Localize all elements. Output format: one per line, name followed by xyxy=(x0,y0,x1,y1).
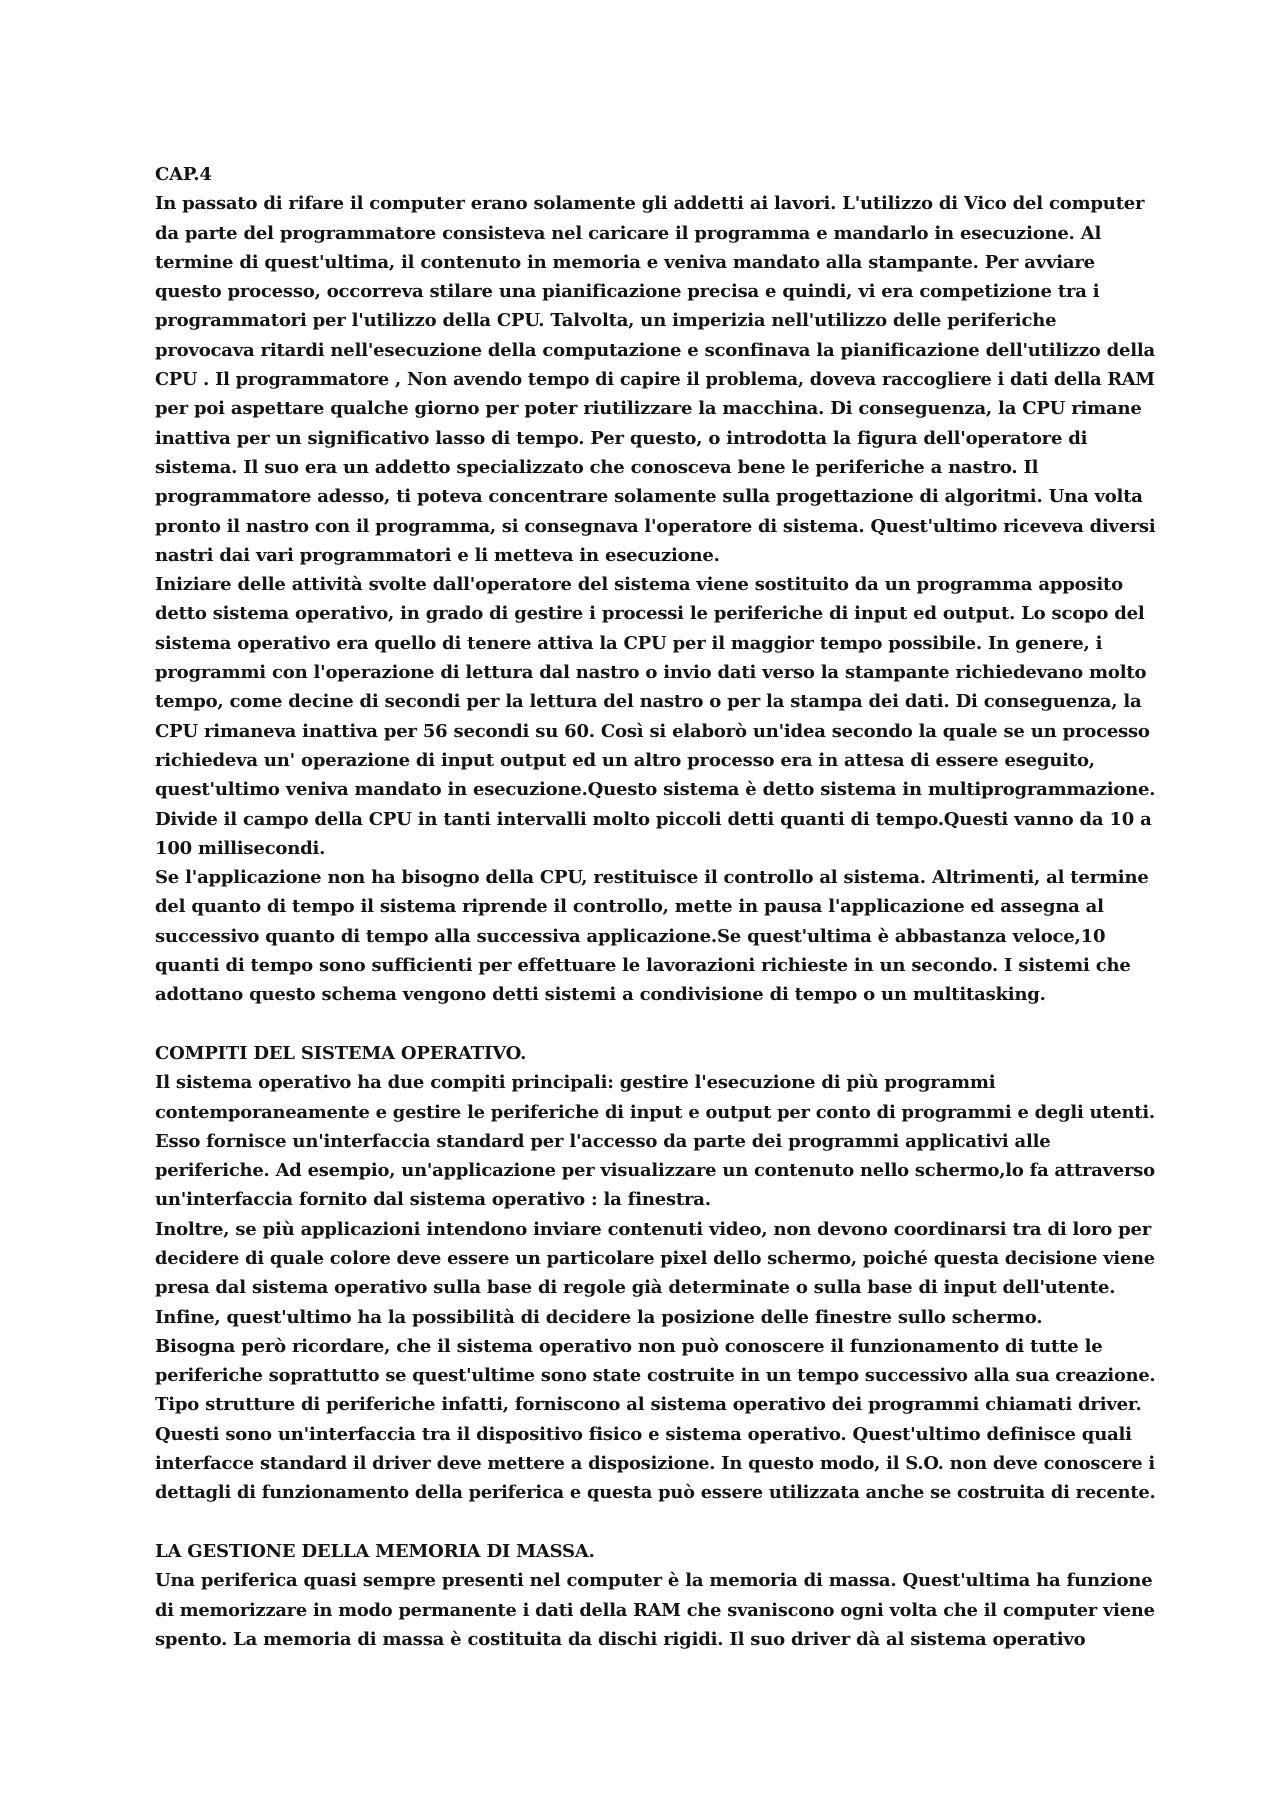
section-cap4 xyxy=(155,160,1155,1010)
paragraph-line: tempo, come decine di secondi per la lettura del nastro o per la stampa dei dati. Di conseguenza, la xyxy=(155,691,1142,713)
section-heading: LA GESTIONE DELLA MEMORIA DI MASSA. xyxy=(155,1540,595,1562)
paragraph-line: Inoltre, se più applicazioni intendono inviare contenuti video, non devono coordinarsi tra di loro per xyxy=(155,1218,1152,1240)
paragraph-line: presa dal sistema operativo sulla base di regole già determinate o sulla base di input dell'utente. xyxy=(155,1277,1116,1299)
paragraph-line: nastri dai vari programmatori e li metteva in esecuzione. xyxy=(155,544,720,566)
paragraph-line: Bisogna però ricordare, che il sistema operativo non può conoscere il funzionamento di tutte le xyxy=(155,1335,1103,1357)
section-heading: CAP.4 xyxy=(155,164,212,185)
paragraph-line: del quanto di tempo il sistema riprende il controllo, mette in pausa l'applicazione ed assegna al xyxy=(155,896,1104,918)
paragraph-line: In passato di rifare il computer erano solamente gli addetti ai lavori. L'utilizzo di Vico del computer xyxy=(155,193,1145,215)
paragraph-line: da parte del programmatore consisteva nel caricare il programma e mandarlo in esecuzione. Al xyxy=(155,222,1102,244)
paragraph-line: quanti di tempo sono sufficienti per effettuare le lavorazioni richieste in un secondo. I sistemi che xyxy=(155,955,1131,977)
paragraph-line: Se l'applicazione non ha bisogno della CPU, restituisce il controllo al sistema. Altrimenti, al termine xyxy=(155,867,1149,889)
paragraph-line: Una periferica quasi sempre presenti nel computer è la memoria di massa. Quest'ultima ha funzione xyxy=(155,1570,1153,1592)
paragraph-line: programmi con l'operazione di lettura dal nastro o invio dati verso la stampante richiedevano molto xyxy=(155,662,1147,684)
paragraph-line: spento. La memoria di massa è costituita da dischi rigidi. Il suo driver dà al sistema operativo xyxy=(155,1628,1086,1650)
document-page xyxy=(155,160,1155,1654)
paragraph-line: Divide il campo della CPU in tanti intervalli molto piccoli detti quanti di tempo.Questi vanno da 10 a xyxy=(155,808,1152,830)
paragraph-line: per poi aspettare qualche giorno per poter riutilizzare la macchina. Di conseguenza, la CPU rimane xyxy=(155,398,1142,420)
paragraph-line: Tipo strutture di periferiche infatti, forniscono al sistema operativo dei programmi chiamati driver. xyxy=(155,1394,1142,1416)
section-memoria-di-massa xyxy=(155,1537,1155,1654)
paragraph-line: di memorizzare in modo permanente i dati della RAM che svaniscono ogni volta che il computer viene xyxy=(155,1599,1155,1621)
paragraph-line: questo processo, occorreva stilare una pianificazione precisa e quindi, vi era competizione tra i xyxy=(155,281,1100,303)
section-compiti xyxy=(155,1039,1155,1508)
section-heading: COMPITI DEL SISTEMA OPERATIVO. xyxy=(155,1042,527,1064)
paragraph-line: provocava ritardi nell'esecuzione della computazione e sconfinava la pianificazione dell'utilizzo della xyxy=(155,339,1155,361)
paragraph-line: Esso fornisce un'interfaccia standard per l'accesso da parte dei programmi applicativi alle xyxy=(155,1130,1051,1152)
paragraph-line: richiedeva un' operazione di input output ed un altro processo era in attesa di essere eseguito, xyxy=(155,749,1095,771)
paragraph-line: quest'ultimo veniva mandato in esecuzione.Questo sistema è detto sistema in multiprogrammazione. xyxy=(155,779,1156,801)
paragraph-line: un'interfaccia fornito dal sistema operativo : la finestra. xyxy=(155,1189,711,1211)
paragraph-line: termine di quest'ultima, il contenuto in memoria e veniva mandato alla stampante. Per avviare xyxy=(155,251,1095,273)
paragraph-line: sistema operativo era quello di tenere attiva la CPU per il maggior tempo possibile. In genere, i xyxy=(155,632,1103,654)
paragraph-line: interfacce standard il driver deve mettere a disposizione. In questo modo, il S.O. non deve conoscere i xyxy=(155,1453,1155,1475)
section-spacer xyxy=(155,1508,1155,1537)
paragraph-line: inattiva per un significativo lasso di tempo. Per questo, o introdotta la figura dell'operatore di xyxy=(155,427,1088,449)
paragraph-line: detto sistema operativo, in grado di gestire i processi le periferiche di input ed output. Lo scopo del xyxy=(155,603,1145,625)
paragraph-line: CPU rimaneva inattiva per 56 secondi su 60. Così si elaborò un'idea secondo la quale se un processo xyxy=(155,720,1150,742)
paragraph-line: programmatori per l'utilizzo della CPU. Talvolta, un imperizia nell'utilizzo delle periferiche xyxy=(155,310,1057,332)
paragraph-line: Questi sono un'interfaccia tra il dispositivo fisico e sistema operativo. Quest'ultimo definisce quali xyxy=(155,1423,1132,1445)
paragraph-line: sistema. Il suo era un addetto specializzato che conosceva bene le periferiche a nastro. Il xyxy=(155,456,1039,478)
paragraph-line: successivo quanto di tempo alla successiva applicazione.Se quest'ultima è abbastanza veloce,10 xyxy=(155,925,1106,947)
paragraph-line: adottano questo schema vengono detti sistemi a condivisione di tempo o un multitasking. xyxy=(155,984,1046,1006)
paragraph-line: Il sistema operativo ha due compiti principali: gestire l'esecuzione di più programmi xyxy=(155,1072,996,1094)
paragraph-line: dettagli di funzionamento della periferica e questa può essere utilizzata anche se costruita di recente. xyxy=(155,1482,1156,1504)
paragraph-line: periferiche soprattutto se quest'ultime sono state costruite in un tempo successivo alla sua creazione. xyxy=(155,1365,1156,1387)
paragraph-line: periferiche. Ad esempio, un'applicazione per visualizzare un contenuto nello schermo,lo fa attraverso xyxy=(155,1160,1155,1182)
paragraph-line: Infine, quest'ultimo ha la possibilità di decidere la posizione delle finestre sullo schermo. xyxy=(155,1306,1043,1328)
paragraph-line: CPU . Il programmatore , Non avendo tempo di capire il problema, doveva raccogliere i dati della RAM xyxy=(155,369,1155,391)
paragraph-line: Iniziare delle attività svolte dall'operatore del sistema viene sostituito da un programma apposito xyxy=(155,574,1123,596)
paragraph-line: 100 millisecondi. xyxy=(155,837,326,859)
section-spacer xyxy=(155,1010,1155,1039)
paragraph-line: pronto il nastro con il programma, si consegnava l'operatore di sistema. Quest'ultimo riceveva diversi xyxy=(155,515,1156,537)
paragraph-line: programmatore adesso, ti poteva concentrare solamente sulla progettazione di algoritmi. Una volta xyxy=(155,486,1143,508)
paragraph-line: decidere di quale colore deve essere un particolare pixel dello schermo, poiché questa decisione viene xyxy=(155,1247,1155,1269)
paragraph-line: contemporaneamente e gestire le periferiche di input e output per conto di programmi e degli utenti. xyxy=(155,1101,1155,1123)
